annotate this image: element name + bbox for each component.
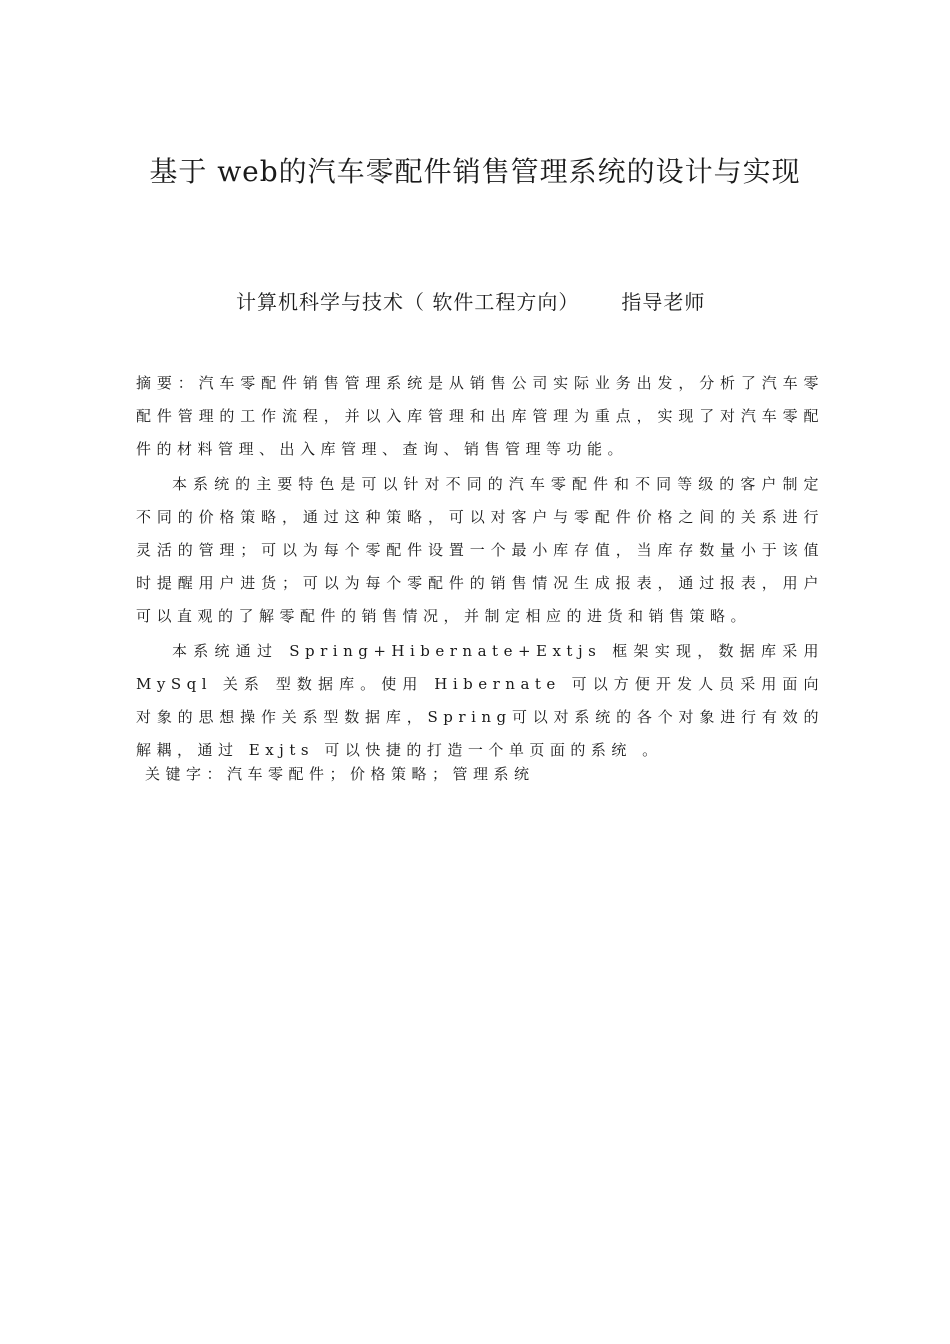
major-label: 计算机科学与技术（ 软件工程方向） bbox=[236, 290, 580, 314]
abstract-paragraph-1: 摘要：汽车零配件销售管理系统是从销售公司实际业务出发，分析了汽车零配件管理的工作流程，并以入库管理和出库管理为重点，实现了对汽车零配件的材料管理、出入库管理、查询、销售管理等功能。 bbox=[136, 374, 824, 458]
keywords-line: 关键字：汽车零配件；价格策略；管理系统 bbox=[145, 765, 535, 783]
author-line bbox=[236, 286, 836, 315]
abstract-section bbox=[136, 367, 824, 769]
paper-title: 基于 web的汽车零配件销售管理系统的设计与实现 bbox=[149, 155, 801, 188]
abstract-paragraph-2: 本系统的主要特色是可以针对不同的汽车零配件和不同等级的客户制定不同的价格策略，通过这种策略，可以对客户与零配件价格之间的关系进行灵活的管理；可以为每个零配件设置一个最小库存值，当库存数量小于该值时提醒用户进货；可以为每个零配件的销售情况生成报表，通过报表，用户可以直观的了解零配件的销售情况，并制定相应的进货和销售策略。 bbox=[136, 475, 824, 625]
abstract-paragraph-3: 本系统通过 Spring+Hibernate+Extjs 框架实现，数据库采用 MySql 关系 型数据库。使用 Hibernate 可以方便开发人员采用面向对象的思想操作关系型数据库，Spring可以对系统的各个对象进行有效的解耦，通过 Exjts 可以快捷的打造一个单页面的系统 。 bbox=[136, 642, 824, 759]
advisor-label: 指导老师 bbox=[621, 290, 706, 314]
